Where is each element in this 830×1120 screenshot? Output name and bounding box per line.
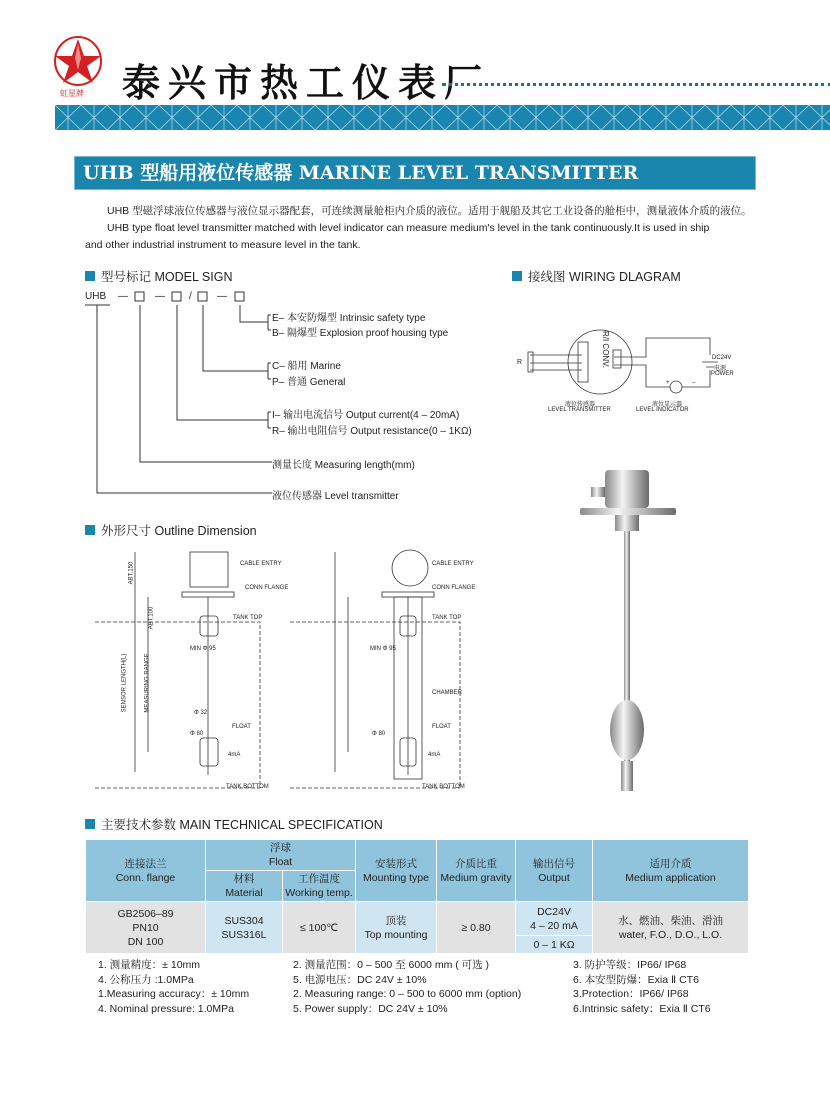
- indicator-label-zh: 液位显示器: [652, 402, 683, 408]
- label-d32: Φ 32: [194, 710, 208, 716]
- separator: —: [118, 291, 128, 302]
- resistor-label: R: [517, 359, 523, 366]
- label-sensor-length: SENSOR LENGTH(L): [121, 653, 128, 713]
- label-tank-top: TANK TOP: [432, 615, 462, 621]
- label-abt100: ABT.100: [148, 606, 155, 630]
- label-tank-bottom: TANK BOTTOM: [422, 784, 465, 790]
- model-option-p: P– 普通 General: [272, 377, 346, 388]
- company-name: 泰兴市热工仪表厂: [122, 61, 491, 105]
- label-measuring-range: MEASURING RANGE: [144, 653, 151, 713]
- square-bullet-icon: [85, 819, 95, 829]
- label-abt150: ABT.150: [128, 561, 135, 585]
- cell-gravity: ≥ 0.80: [437, 902, 516, 954]
- square-bullet-icon: [512, 271, 522, 281]
- note-item: 5. 电源电压：DC 24V ± 10%: [293, 973, 427, 986]
- label-4ma: 4mA: [428, 752, 441, 758]
- note-item: 1. 测量精度：± 10mm: [98, 959, 201, 971]
- spec-table: [85, 839, 749, 954]
- product-photo: [575, 465, 685, 805]
- label-4ma: 4mA: [228, 752, 241, 758]
- transmitter-label-zh: 液位传感器: [565, 402, 596, 408]
- label-float: FLOAT: [432, 724, 451, 730]
- intro-en-cont: and other industrial instrument to measure level in the tank.: [85, 239, 361, 251]
- cell-output-current: DC24V 4 – 20 mA: [516, 902, 593, 936]
- wiring-heading: 接线图 WIRING DLAGRAM: [512, 267, 681, 285]
- converter-label: R/I CONV.: [601, 330, 611, 369]
- intro-zh: UHB 型磁浮球液位传感器与液位显示器配套，可连续测量舱柜内介质的液位。适用于舰船及其它工业设备的舱柜中，测量液体介质的液位。: [107, 205, 752, 217]
- power-label: DC24V: [712, 355, 732, 361]
- label-d80: Φ 80: [190, 731, 204, 737]
- header-output: 输出信号 Output: [516, 840, 593, 902]
- model-option-c: C– 船用 Marine: [272, 361, 341, 372]
- model-measuring-length: 测量长度 Measuring length(mm): [272, 460, 415, 471]
- model-sign-heading: 型号标记 MODEL SIGN: [85, 267, 233, 285]
- label-cable-entry: CABLE ENTRY: [432, 561, 474, 567]
- note-row: [98, 973, 758, 988]
- note-item: 5. Power supply：DC 24V ± 10%: [293, 1002, 448, 1015]
- cell-conn: GB2506–89 PN10 DN 100: [86, 902, 206, 954]
- label-float: FLOAT: [232, 724, 251, 730]
- label-tank-top: TANK TOP: [233, 615, 263, 621]
- label-d80: Φ 80: [372, 731, 386, 737]
- intro-en: UHB type float level transmitter matched with level indicator can measure medium's level in the tank continuously.It is used in ship: [107, 222, 710, 234]
- logo-text: 虹星牌: [60, 89, 84, 98]
- cell-temp: ≤ 100℃: [283, 902, 356, 954]
- model-option-i: I– 输出电流信号 Output current(4 – 20mA): [272, 410, 460, 421]
- note-item: 4. 公称压力 :1.0MPa: [98, 973, 194, 986]
- note-row: [98, 987, 758, 1002]
- indicator-label-en: LEVEL INDICATOR: [636, 407, 689, 413]
- power-label-zh: 电源: [714, 366, 727, 372]
- header-material: 材料 Material: [206, 871, 283, 902]
- model-level-transmitter: 液位传感器 Level transmitter: [272, 491, 399, 502]
- header-medium: 适用介质 Medium application: [593, 840, 749, 902]
- page-title: UHB 型船用液位传感器 MARINE LEVEL TRANSMITTER: [75, 157, 755, 189]
- header-float: 浮球 Float: [206, 840, 356, 871]
- note-item: 3. 防护等级：IP66/ IP68: [573, 959, 687, 971]
- plus-label: +: [666, 380, 670, 386]
- header-temp: 工作温度 Working temp.: [283, 871, 356, 902]
- label-cable-entry: CABLE ENTRY: [240, 561, 282, 567]
- square-bullet-icon: [85, 525, 95, 535]
- label-conn-flange: CONN FLANGE: [245, 585, 289, 591]
- minus-label: –: [692, 380, 696, 386]
- cell-medium: 水、燃油、柴油、滑油 water, F.O., D.O., L.O.: [593, 902, 749, 954]
- label-min-diameter: MIN Φ 95: [190, 646, 216, 652]
- note-item: 3.Protection：IP66/ IP68: [573, 988, 689, 1000]
- power-label-en: POWER: [711, 371, 734, 377]
- note-item: 2. Measuring range: 0 – 500 to 6000 mm (option): [293, 988, 522, 1000]
- header-mount: 安装形式 Mounting type: [356, 840, 437, 902]
- separator: —: [217, 291, 227, 302]
- note-item: 6.Intrinsic safety：Exia Ⅱ CT6: [573, 1002, 711, 1015]
- outline-heading: 外形尺寸 Outline Dimension: [85, 521, 257, 539]
- note-item: 6. 本安型防爆：Exia Ⅱ CT6: [573, 973, 699, 986]
- separator: /: [189, 291, 192, 302]
- header-gravity: 介质比重 Medium gravity: [437, 840, 516, 902]
- note-row: [98, 1002, 758, 1017]
- separator: —: [155, 291, 165, 302]
- label-conn-flange: CONN FLANGE: [432, 585, 476, 591]
- cell-mount: 顶装 Top mounting: [356, 902, 437, 954]
- label-min-diameter: MIN Φ 95: [370, 646, 396, 652]
- model-option-b: B– 隔爆型 Explosion proof housing type: [272, 328, 449, 339]
- model-option-r: R– 输出电阻信号 Output resistance(0 – 1KΩ): [272, 426, 472, 437]
- label-tank-bottom: TANK BOTTOM: [226, 784, 269, 790]
- transmitter-label-en: LEVEL TRANSMITTER: [548, 407, 611, 413]
- note-item: 4. Nominal pressure: 1.0MPa: [98, 1002, 234, 1015]
- cell-material: SUS304 SUS316L: [206, 902, 283, 954]
- note-item: 1.Measuring accuracy：± 10mm: [98, 988, 250, 1000]
- spec-notes: [98, 958, 758, 1016]
- spec-heading: 主要技术参数 MAIN TECHNICAL SPECIFICATION: [85, 815, 383, 833]
- model-code: UHB: [85, 291, 107, 302]
- header-conn: 连接法兰 Conn. flange: [86, 840, 206, 902]
- model-option-e: E– 本安防爆型 Intrinsic safety type: [272, 313, 426, 324]
- note-item: 2. 测量范围：0 – 500 至 6000 mm ( 可选 ): [293, 959, 490, 971]
- cell-output-resistance: 0 – 1 KΩ: [516, 936, 593, 954]
- label-chamber: CHAMBER: [432, 690, 463, 696]
- note-row: [98, 958, 758, 973]
- divider: [442, 83, 830, 86]
